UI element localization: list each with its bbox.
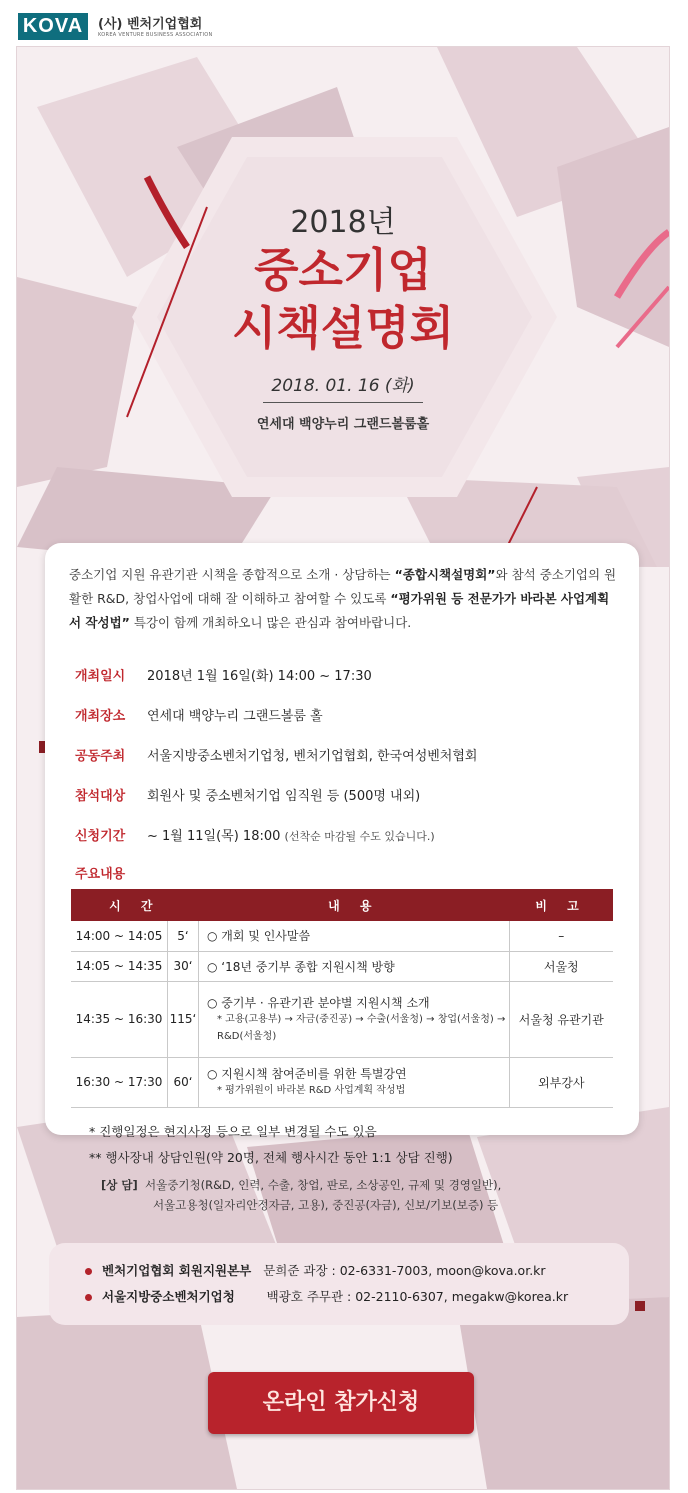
info-value: 2018년 1월 16일(화) 14:00 ~ 17:30 [147, 669, 372, 684]
content-sub: * 평가위원이 바라본 R&D 사업계획 작성법 [217, 1085, 406, 1096]
hero-section [17, 177, 669, 432]
contact-person: 백광호 주무관 : 02-2110-6307, megakw@korea.kr [266, 1289, 569, 1304]
content-main: ○ 지원시책 참여준비를 위한 특별강연 [207, 1067, 407, 1081]
schedule-table [71, 889, 613, 1108]
consult-line1: 서울중기청(R&D, 인력, 수출, 창업, 판로, 소상공인, 규제 및 경영일반), [145, 1178, 502, 1192]
cell-time: 14:00 ~ 14:05 [71, 921, 168, 951]
contact-person: 문희준 과장 : 02-6331-7003, moon@kova.or.kr [263, 1263, 546, 1278]
info-label: 참석대상 [75, 789, 126, 804]
info-value: 서울지방중소벤처기업청, 벤처기업협회, 한국여성벤처협회 [147, 749, 478, 764]
cell-duration: 30‘ [168, 951, 199, 981]
info-value: 회원사 및 중소벤처기업 임직원 등 (500명 내외) [147, 789, 421, 804]
contact-org: 서울지방중소벤처기업청 [102, 1289, 235, 1304]
cell-duration: 115‘ [168, 981, 199, 1057]
contact-row [85, 1287, 568, 1305]
cell-note: – [509, 921, 613, 951]
info-value: 연세대 백양누리 그랜드볼룸 홀 [147, 709, 323, 724]
note-2: ** 행사장내 상담인원(약 20명, 전체 행사시간 동안 1:1 상담 진행) [89, 1150, 453, 1165]
intro-part1: 중소기업 지원 유관기관 시책을 종합적으로 소개 · 상담하는 [69, 567, 395, 582]
header-note: 비 고 [509, 889, 613, 921]
header-content: 내 용 [199, 889, 510, 921]
hero-venue: 연세대 백양누리 그랜드볼룸홀 [256, 417, 430, 432]
contact-box [49, 1243, 629, 1325]
org-subtitle: KOREA VENTURE BUSINESS ASSOCIATION [98, 32, 213, 38]
info-row-venue [75, 705, 323, 724]
info-note: (선착순 마감될 수도 있습니다.) [284, 830, 435, 843]
table-row [71, 921, 613, 951]
main-content-label [75, 863, 147, 882]
cell-content [199, 981, 510, 1057]
cell-content [199, 1057, 510, 1107]
info-label: 주요내용 [75, 867, 126, 882]
bullet-icon [85, 1294, 92, 1301]
consult-label: [상 담] [101, 1178, 138, 1192]
consult-line2: 서울고용청(일자리안정자금, 고용), 중진공(자금), 신보/기보(보증) 등 [153, 1198, 499, 1212]
poster-frame [16, 46, 670, 1490]
contact-row [85, 1261, 546, 1279]
cell-duration: 5‘ [168, 921, 199, 951]
info-label: 신청기간 [75, 829, 126, 844]
info-label: 개최장소 [75, 709, 126, 724]
info-card [45, 543, 639, 1212]
table-row [71, 951, 613, 981]
table-row [71, 981, 613, 1057]
content-main: ○ 중기부 · 유관기관 분야별 지원시책 소개 [207, 995, 430, 1010]
schedule-notes [89, 1119, 453, 1171]
hero-year: 2018년 [290, 205, 396, 240]
cell-content: ○ 개회 및 인사말씀 [199, 921, 510, 951]
contact-org: 벤처기업협회 회원지원본부 [102, 1263, 252, 1278]
note-1: * 진행일정은 현지사정 등으로 일부 변경될 수도 있음 [89, 1124, 377, 1139]
intro-part2: 와 참석 중소기업의 원활한 R&D, 창업사업에 대해 잘 이해하고 참여할 수 있도록 [69, 567, 617, 606]
hero-title-line1: 중소기업 [254, 243, 432, 297]
cell-time: 14:35 ~ 16:30 [71, 981, 168, 1057]
intro-part3: 특강이 함께 개최하오니 많은 관심과 참여바랍니다. [129, 615, 412, 630]
kova-logo[interactable]: KOVA [18, 13, 88, 40]
top-header [0, 0, 688, 44]
info-label: 개최일시 [75, 669, 126, 684]
table-header-row [71, 889, 613, 921]
hero-title-line2: 시책설명회 [231, 301, 455, 355]
info-label: 공동주최 [75, 749, 126, 764]
info-row-date [75, 665, 372, 684]
online-register-button[interactable]: 온라인 참가신청 [208, 1372, 474, 1434]
consult-info [101, 1175, 501, 1215]
info-row-period [75, 825, 435, 844]
intro-highlight2: “평가위원 등 전문가가 바라본 사업계획서 작성법” [69, 591, 610, 630]
header-time: 시 간 [71, 889, 199, 921]
cell-duration: 60‘ [168, 1057, 199, 1107]
hero-date: 2018. 01. 16 (화) [263, 371, 422, 403]
info-row-host [75, 745, 477, 764]
cell-note: 서울청 [509, 951, 613, 981]
org-name: (사) 벤처기업협회 [98, 17, 203, 32]
table-row [71, 1057, 613, 1107]
info-row-target [75, 785, 420, 804]
cell-content: ○ ‘18년 중기부 종합 지원시책 방향 [199, 951, 510, 981]
cell-note: 서울청 유관기관 [509, 981, 613, 1057]
intro-text [69, 563, 619, 635]
cell-time: 14:05 ~ 14:35 [71, 951, 168, 981]
cell-time: 16:30 ~ 17:30 [71, 1057, 168, 1107]
content-sub: * 고용(고용부) → 자금(중진공) → 수출(서울청) → 창업(서울청) → R&D(서울청) [217, 1013, 506, 1042]
cell-note: 외부강사 [509, 1057, 613, 1107]
intro-highlight1: “종합시책설명회” [394, 567, 496, 582]
info-value: ~ 1월 11일(목) 18:00 [147, 829, 281, 844]
bullet-icon [85, 1268, 92, 1275]
